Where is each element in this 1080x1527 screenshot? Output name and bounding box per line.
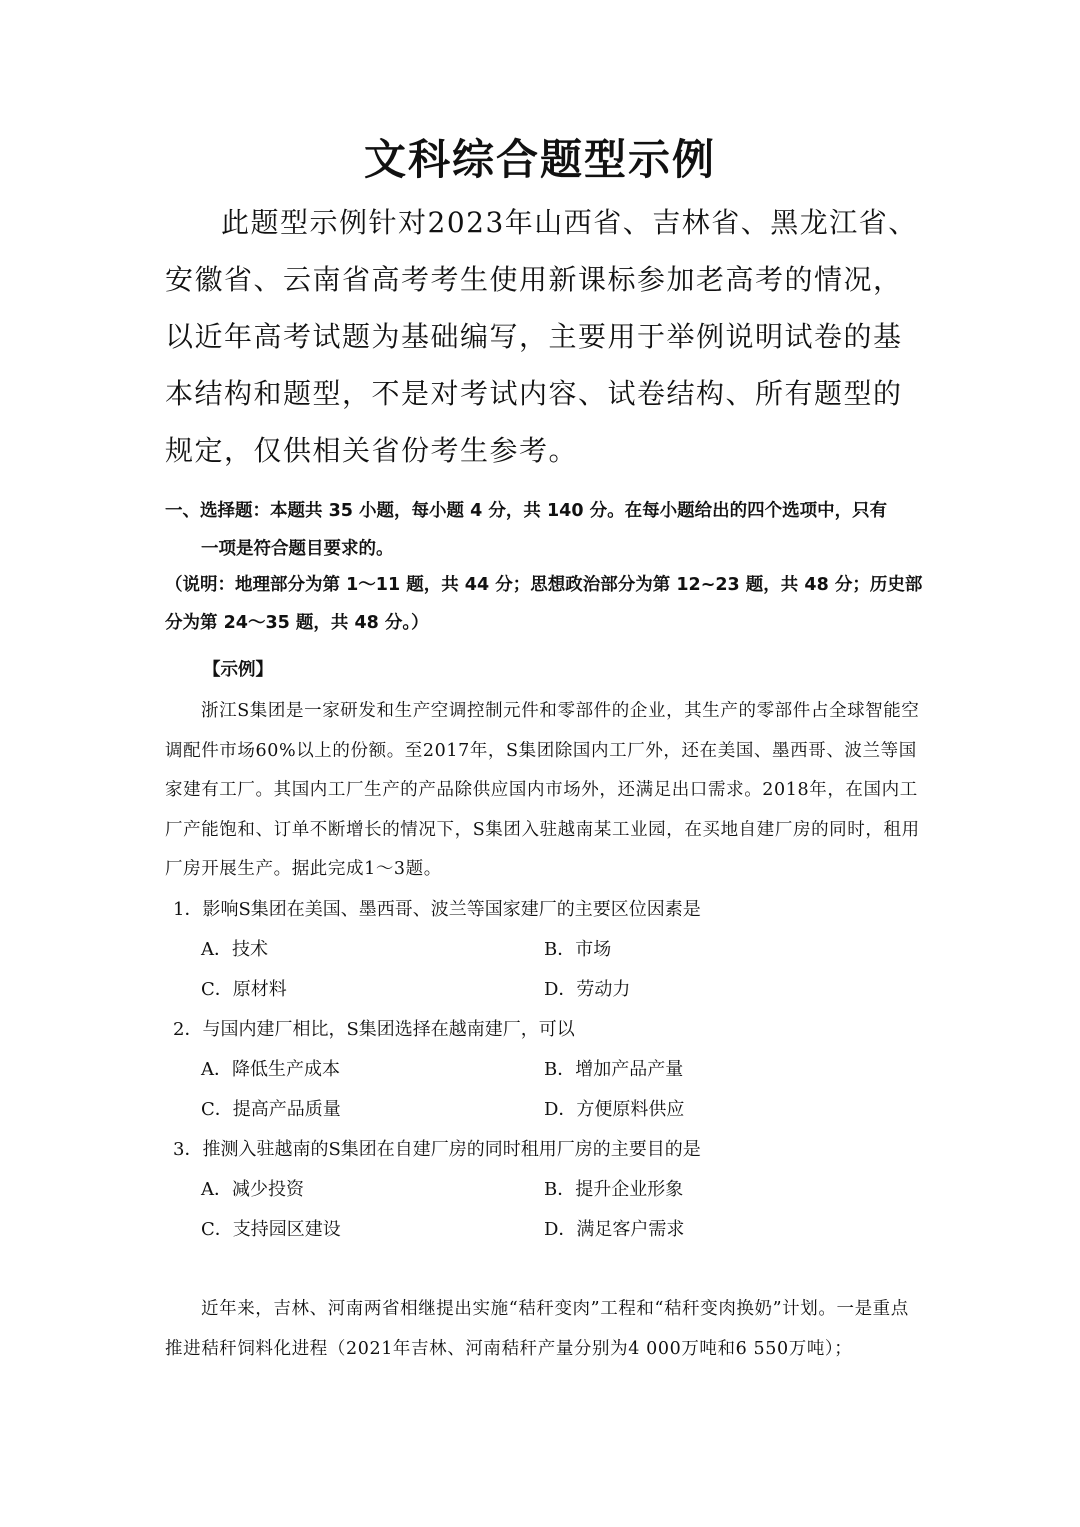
intro-paragraph: 此题型示例针对2023年山西省、吉林省、黑龙江省、安徽省、云南省高考考生使用新课标参加老高考的情况，以近年高考试题为基础编写，主要用于举例说明试卷的基本结构和题型，不是对考试内容、试卷结构、所有题型的规定，仅供相关省份考生参考。 [165, 206, 918, 467]
option-b: B．市场 [544, 939, 612, 960]
question-options [173, 1170, 933, 1250]
question-3 [173, 1130, 933, 1250]
section-heading [165, 492, 925, 568]
section-note: （说明：地理部分为第 1～11 题，共 44 分；思想政治部分为第 12~23 题，共 48 分；历史部分为第 24～35 题，共 48 分。） [165, 575, 923, 633]
example-label: 【示例】 [203, 660, 273, 680]
question-options [173, 1050, 933, 1130]
section-heading-line1: 一、选择题：本题共 35 小题，每小题 4 分，共 140 分。在每小题给出的四个选项中，只有 [165, 501, 888, 521]
question-stem: 1．影响S集团在美国、墨西哥、波兰等国家建厂的主要区位因素是 [173, 899, 701, 920]
question-1 [173, 890, 933, 1010]
question-2 [173, 1010, 933, 1130]
option-d: D．满足客户需求 [544, 1219, 685, 1240]
option-c: C．支持园区建设 [201, 1219, 341, 1240]
option-a: A．技术 [201, 939, 268, 960]
option-b: B．提升企业形象 [544, 1179, 684, 1200]
question-stem: 3．推测入驻越南的S集团在自建厂房的同时租用厂房的主要目的是 [173, 1139, 701, 1160]
page-title: 文科综合题型示例 [363, 135, 716, 184]
option-c: C．原材料 [201, 979, 287, 1000]
passage-s-group: 浙江S集团是一家研发和生产空调控制元件和零部件的企业，其生产的零部件占全球智能空调配件市场60%以上的份额。至2017年，S集团除国内工厂外，还在美国、墨西哥、波兰等国家建有工厂。其国内工厂生产的产品除供应国内市场外，还满足出口需求。2018年，在国内工厂产能饱和、订单不断增长的情况下，S集团入驻越南某工业园，在买地自建厂房的同时，租用厂房开展生产。据此完成1～3题。 [165, 701, 920, 879]
passage-straw: 近年来，吉林、河南两省相继提出实施“秸秆变肉”工程和“秸秆变肉换奶”计划。一是重点推进秸秆饲料化进程（2021年吉林、河南秸秆产量分别为4 000万吨和6 550万吨）； [165, 1299, 909, 1359]
section-heading-line2: 一项是符合题目要求的。 [201, 539, 394, 559]
question-options [173, 930, 933, 1010]
option-b: B．增加产品产量 [544, 1059, 684, 1080]
option-a: A．减少投资 [201, 1179, 304, 1200]
option-d: D．方便原料供应 [544, 1099, 685, 1120]
question-stem: 2．与国内建厂相比，S集团选择在越南建厂，可以 [173, 1019, 575, 1040]
option-d: D．劳动力 [544, 979, 631, 1000]
option-a: A．降低生产成本 [201, 1059, 340, 1080]
option-c: C．提高产品质量 [201, 1099, 341, 1120]
